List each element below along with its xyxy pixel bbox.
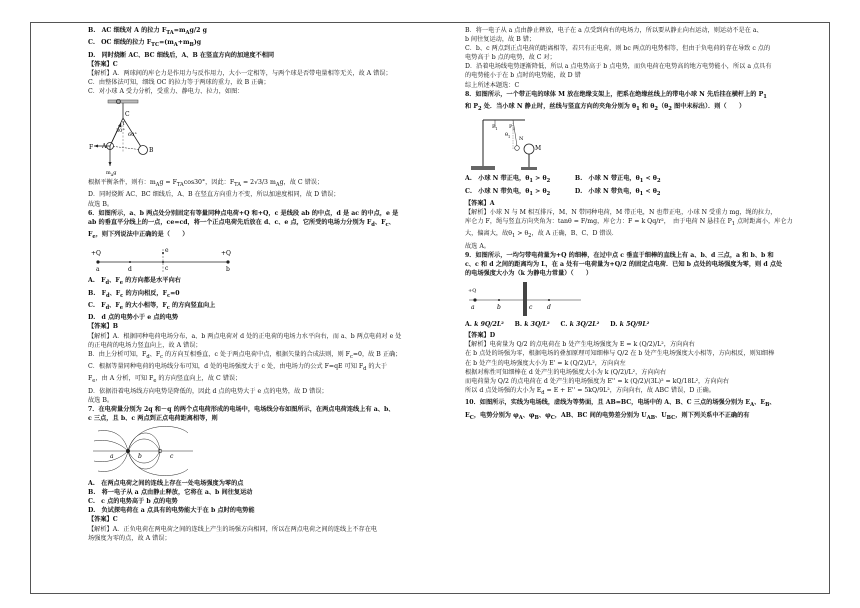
label-n: N (519, 136, 524, 143)
text-line: D. d 点的电势小于 e 点的电势 (88, 314, 179, 322)
text-line: C．根据等量同种电荷的电场线分布可知，d 处的电场强度大于 c 处，由电场力的公式 F=qE 可知 $F_d$ 的大于 (88, 363, 387, 373)
label-rod-d: d (547, 304, 551, 312)
q9-option-a: A. k 9Q/2L² (465, 321, 504, 329)
text-line: 【解析】小球 N 与 M 相互排斥，M、N 带同种电荷，M 带正电，N 也带正电，小球 N 受重力 mg，绳的拉力， (465, 209, 777, 217)
text-line: C．对小球 A 受力分析，受重力、静电力、拉力，如图： (88, 88, 244, 96)
text-line: $F_e$，则下列说法中正确的是（ ） (88, 231, 189, 241)
label-c: C (125, 111, 130, 119)
label-t: T (122, 121, 126, 128)
text-line: 的电势能小于在 b 点时的电势能，故 D 错 (465, 72, 581, 80)
label-m: M (535, 145, 542, 153)
text-line: 10．如图所示，实线为电场线，虚线为等势面，且 AB=BC，电场中的 A、B、C 三点的场强分别为 $E_A$、$E_B$、 (465, 399, 776, 409)
label-mg: $m_Ag$ (106, 170, 117, 177)
q9-option-b: B. k 3Q/L² (514, 321, 550, 329)
text-line: 根据平衡条件，则有：$m_Ag = F_{TA}\cos 30^\circ$，因此：$F_{TA} = 2√3/3$ $m_Ag$，故 C 错误； (88, 179, 324, 189)
left-block-d (88, 479, 448, 543)
text-line: 故选 B。 (88, 200, 114, 208)
text-line: 的电场强度大小为（k 为静电力常量）（ ） (465, 270, 593, 278)
text-line: c、c 和 d 之间的距离均为 L，在 a 处有一电荷量为+Q/2 的固定点电荷．已知 b 点处的电场强度为零，则 d 点处 (465, 261, 783, 268)
label-point-c: c (165, 265, 169, 273)
label-a: A (102, 143, 107, 151)
figure-charged-rod (465, 280, 585, 318)
label-rod-q: +Q (468, 288, 477, 295)
label-rod-a: a (471, 304, 475, 312)
text-line: 【答案】D (465, 332, 496, 340)
text-line: C．b、c 两点到正点电荷的距离相等，若只有正电荷，则 bc 两点的电势相等，但由于负电荷的存在导致 c 点的 (465, 45, 771, 53)
text-line: 而电荷量为 Q/2 的点电荷在 d 处产生的电场强度为 E'' = k (Q/2)/(3L)² = kQ/18L²，方向向右 (465, 377, 729, 385)
label-angle-60: 60° (128, 132, 137, 139)
text-line: A. $F_d$、$F_e$ 的方向都是水平向右 (88, 277, 181, 287)
label-field-a: a (110, 453, 114, 461)
text-line: 8．如图所示，一个带正电的球体 M 放在绝缘支架上，把系在绝缘丝线上的带电小球 N 先后挂在横杆上的 $P_1$ (465, 90, 767, 100)
right-block-a (465, 26, 830, 114)
left-block-c (88, 276, 448, 423)
label-point-e: e (165, 247, 169, 255)
label-b: B (149, 147, 154, 155)
label-angle-30: 30° (116, 128, 125, 135)
label-p2: $P_2$ (509, 124, 515, 132)
text-line: 【解析】A．根据同种电荷电场分布，a、b 两点电荷对 d 处的正电荷的电场力水平向右，而 a、b 两点电荷对 e 处 (88, 332, 402, 340)
text-line: B．由上分析可知，$F_d$、$F_c$ 的方向互相垂直，c 处于两点电荷中点，根据矢量的合成法则，则 $F_c=0$，故 B 正确； (88, 350, 402, 360)
text-line: 【解析】A．两球间的库仑力是作用力与反作用力，大小一定相等，与两个球是否带电量相等无关，故 A 错误； (88, 69, 392, 77)
text-line: 9．如图所示，一均匀带电荷量为+Q 的细棒，在过中点 c 垂直于细棒的直线上有 a、b、d 三点，a 和 b、b 和 (465, 251, 774, 259)
text-line: $F_e$，由 A 分析，可知 $F_e$ 的方向竖直向上，故 C 错误； (88, 375, 242, 385)
text-line: D．同时烧断 AC、BC 细线后，A、B 在竖直方向重力不变，所以加速度相同，故 D 错误； (88, 191, 340, 199)
text-line: D. 同时烧断 AC、BC 细线后，A、B 在竖直方向的加速度不相同 (88, 51, 275, 59)
label-field-b: b (138, 453, 142, 461)
label-theta1: $\theta_1$ (505, 132, 511, 140)
right-block-c (465, 331, 830, 423)
text-line: 场强度为零的点，故 A 错误； (88, 534, 171, 542)
text-line: C. OC 细线的拉力 $F_{TC}=(m_A+m_B)g$ (88, 39, 202, 49)
text-line: B. 将一电子从 a 点由静止释放，它将在 a、b 间往复运动 (88, 489, 253, 497)
q9-option-d: D. k 5Q/9L² (610, 321, 650, 329)
text-line: 和 $P_2$ 处．当小球 N 静止时，丝线与竖直方向的夹角分别为 $\theta_1$ 和 $\theta_2(\theta_2$ 图中未标出）．则（ ） (465, 102, 746, 113)
text-line: 在 b 点处的场强为零，根据电场的叠加原理可知细棒与 Q/2 在 b 处产生电场强度大小相等，方向相反，则知细棒 (465, 350, 775, 358)
text-line: 故选 A。 (465, 242, 490, 250)
text-line: 【解析】A．正负电荷在两电荷之间的连线上产生的场强方向相同，所以在两点电荷之间的连线上不存在电 (88, 525, 378, 533)
right-block-b (465, 174, 830, 278)
text-line: B．将一电子从 a 点由静止释放，电子在 a 点受到向右的电场力，所以要从静止向右运动，则运动不是在 a、 (465, 27, 763, 34)
left-column (88, 26, 448, 543)
left-block-b (88, 178, 448, 242)
text-line: 大，偏离大，故$\theta_1 > \theta_2$，故 A 正确，B、C、D 错误． (465, 230, 618, 240)
text-line: ab 的垂直平分线上的一点，ce=cd，将一个正点电荷先后放在 d、c、e 点，它所受的电场力分别为 $F_d$、$F_c$、 (88, 218, 395, 228)
figure-field-lines (88, 425, 198, 477)
figure-insulated-stand (465, 116, 595, 172)
q9-option-c: C. k 3Q/2L² (560, 321, 600, 329)
figure-two-charges-line (88, 244, 238, 274)
q9-options (465, 320, 830, 329)
text-line: 的正电荷的电场力竖直向上，故 A 错误； (88, 341, 202, 349)
label-plus-q-right: +Q (221, 250, 231, 258)
text-line: C. 小球 N 带负电，$\theta_1 > \theta_2$ D. 小球 N 带负电，$\theta_1 < \theta_2$ (465, 187, 661, 197)
text-line: c 三点，且 b、c 两点到正点电荷距离相等，则 (88, 415, 218, 423)
text-line: 【答案】A (465, 199, 495, 207)
text-line: 【答案】B (88, 323, 118, 331)
label-point-d: d (128, 266, 132, 274)
text-line: 电势高于 b 点的电势，故 C 对； (465, 54, 556, 62)
text-line: B. AC 细线对 A 的拉力 $F_{TA}=m_Ag/2$ g (88, 27, 207, 37)
text-line: C. $F_d$、$F_e$ 的大小相等，$F_c$ 的方向竖直向上 (88, 302, 216, 312)
text-line: 所以 d 点处场强的大小为 $E_d = E + E'' = 5kQ/9L^2$，方向向右，故 ABC 错误，D 正确。 (465, 386, 715, 397)
label-rod-c: c (529, 304, 533, 312)
label-field-c: c (170, 453, 174, 461)
text-line: 库仑力 F，绳与竖直方向夹角为：tanθ = F/mg，库仑力：F = k Qq/r²， 由于电荷 N 悬挂在 $P_1$ 点时距离小，库仑力 (465, 218, 793, 228)
label-force-f: F (89, 144, 94, 152)
text-line: 6．如图所示，a、b 两点处分别固定有等量同种点电荷+Q 和+Q，c 是线段 ab 的中点，d 是 ac 的中点，e 是 (88, 209, 399, 217)
text-line: D．沿着电场线电势逐渐降低，所以 a 点电势高于 b 点电势，而负电荷在电势高的地方电势能小，所以 a 点具有 (465, 63, 772, 71)
label-o: O (116, 99, 121, 107)
text-line: 故选 B。 (88, 396, 114, 404)
label-point-a: a (96, 266, 100, 274)
right-column (465, 26, 830, 423)
text-line: A. 在两点电荷之间的连线上存在一处电场强度为零的点 (88, 480, 244, 488)
label-plus-q-left: +Q (91, 250, 101, 258)
left-block-a (88, 26, 448, 96)
text-line: 综上所述本题选：C (465, 81, 520, 89)
text-line: 【答案】C (88, 60, 118, 68)
label-p1: $P_1$ (492, 124, 498, 132)
text-line: 7．在电荷量分别为 2q 和－q 的两个点电荷形成的电场中，电场线分布如图所示，在两点电荷连线上有 a、b、 (88, 405, 395, 413)
text-line: C．由整体法可知，细线 OC 的拉力等于两球的重力，故 B 正确； (88, 78, 270, 86)
text-line: 【解析】电荷量为 Q/2 的点电荷在 b 处产生电场强度为 E = k (Q/2)/L²，方向向右 (465, 341, 695, 349)
text-line: $E_C$，电势分别为 $\varphi_A$、$\varphi_B$、$\varphi_C$，AB、BC 间的电势差分别为 $U_{AB}$、$U_{BC}$，则下列关系中不正确的有 (465, 411, 750, 421)
text-line: D．依据沿着电场线方向电势是降低的，因此 d 点的电势大于 e 点的电势，故 D 错误； (88, 387, 328, 395)
text-line: 【答案】C (88, 516, 118, 524)
text-line: D. 负试探电荷在 a 点具有的电势能大于在 b 点时的电势能 (88, 507, 255, 515)
label-rod-b: b (497, 304, 501, 312)
text-line: B. $F_d$、$F_c$ 的方向相反，$F_c=0$ (88, 289, 180, 299)
label-point-b: b (226, 266, 230, 274)
text-line: A. 小球 N 带正电，$\theta_1 > \theta_2$ B. 小球 N 带正电，$\theta_1 < \theta_2$ (465, 175, 661, 185)
text-line: b 间往复运动，故 B 错； (465, 36, 536, 44)
figure-hanging-charges (88, 98, 208, 176)
text-line: 在 b 处产生的电场强度大小为 E' = k (Q/2)/L²，方向向左 (465, 359, 626, 367)
text-line: C. c 点的电势高于 b 点的电势 (88, 498, 178, 506)
text-line: 根据对称性可知细棒在 d 处产生的电场强度大小为 k (Q/2)/L²，方向向右 (465, 368, 667, 376)
